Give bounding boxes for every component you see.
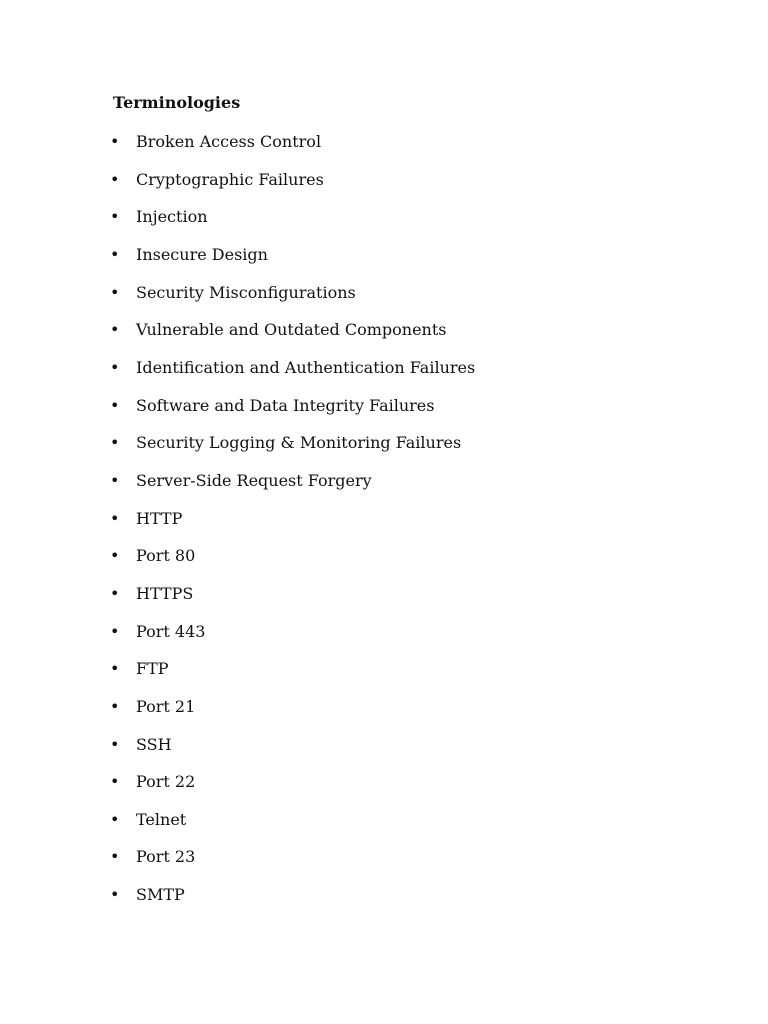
list-item-text: HTTP	[136, 508, 183, 528]
bullet-icon: •	[110, 734, 120, 754]
bullet-icon: •	[110, 395, 120, 415]
bullet-icon: •	[110, 659, 120, 679]
bullet-icon: •	[110, 583, 120, 603]
list-item-text: Injection	[136, 207, 208, 227]
bullet-icon: •	[110, 809, 120, 829]
list-item-text: Vulnerable and Outdated Components	[136, 320, 447, 340]
bullet-icon: •	[110, 546, 120, 566]
list-item-text: Port 443	[136, 621, 206, 641]
bullet-icon: •	[110, 470, 120, 490]
bullet-icon: •	[110, 433, 120, 453]
bullet-icon: •	[110, 772, 120, 792]
bullet-icon: •	[110, 282, 120, 302]
list-item-text: SSH	[136, 734, 172, 754]
bullet-icon: •	[110, 508, 120, 528]
list-item-text: HTTPS	[136, 583, 194, 603]
list-item-text: Security Misconfigurations	[136, 282, 356, 302]
list-item-text: Server-Side Request Forgery	[136, 470, 372, 490]
list-item-text: FTP	[136, 659, 169, 679]
list-item-text: Insecure Design	[136, 244, 268, 264]
bullet-icon: •	[110, 621, 120, 641]
list-item-text: Cryptographic Failures	[136, 169, 324, 189]
bullet-icon: •	[110, 207, 120, 227]
bullet-icon: •	[110, 169, 120, 189]
list-item-text: Security Logging & Monitoring Failures	[136, 433, 462, 453]
bullet-icon: •	[110, 132, 120, 151]
bullet-icon: •	[110, 357, 120, 377]
list-item-text: Telnet	[136, 809, 187, 829]
bullet-icon: •	[110, 847, 120, 867]
list-item-text: Software and Data Integrity Failures	[136, 395, 435, 415]
bullet-icon: •	[110, 885, 120, 905]
list-item-text: Port 22	[136, 772, 196, 792]
bullet-icon: •	[110, 696, 120, 716]
bullet-icon: •	[110, 320, 120, 340]
list-item-text: Port 23	[136, 847, 196, 867]
list-item-text: Broken Access Control	[136, 132, 322, 151]
list-item-text: SMTP	[136, 885, 185, 905]
section-heading: Terminologies	[113, 93, 241, 112]
list-item-text: Port 21	[136, 696, 196, 716]
list-item-text: Port 80	[136, 546, 196, 566]
bullet-icon: •	[110, 244, 120, 264]
list-item-text: Identification and Authentication Failures	[136, 357, 476, 377]
